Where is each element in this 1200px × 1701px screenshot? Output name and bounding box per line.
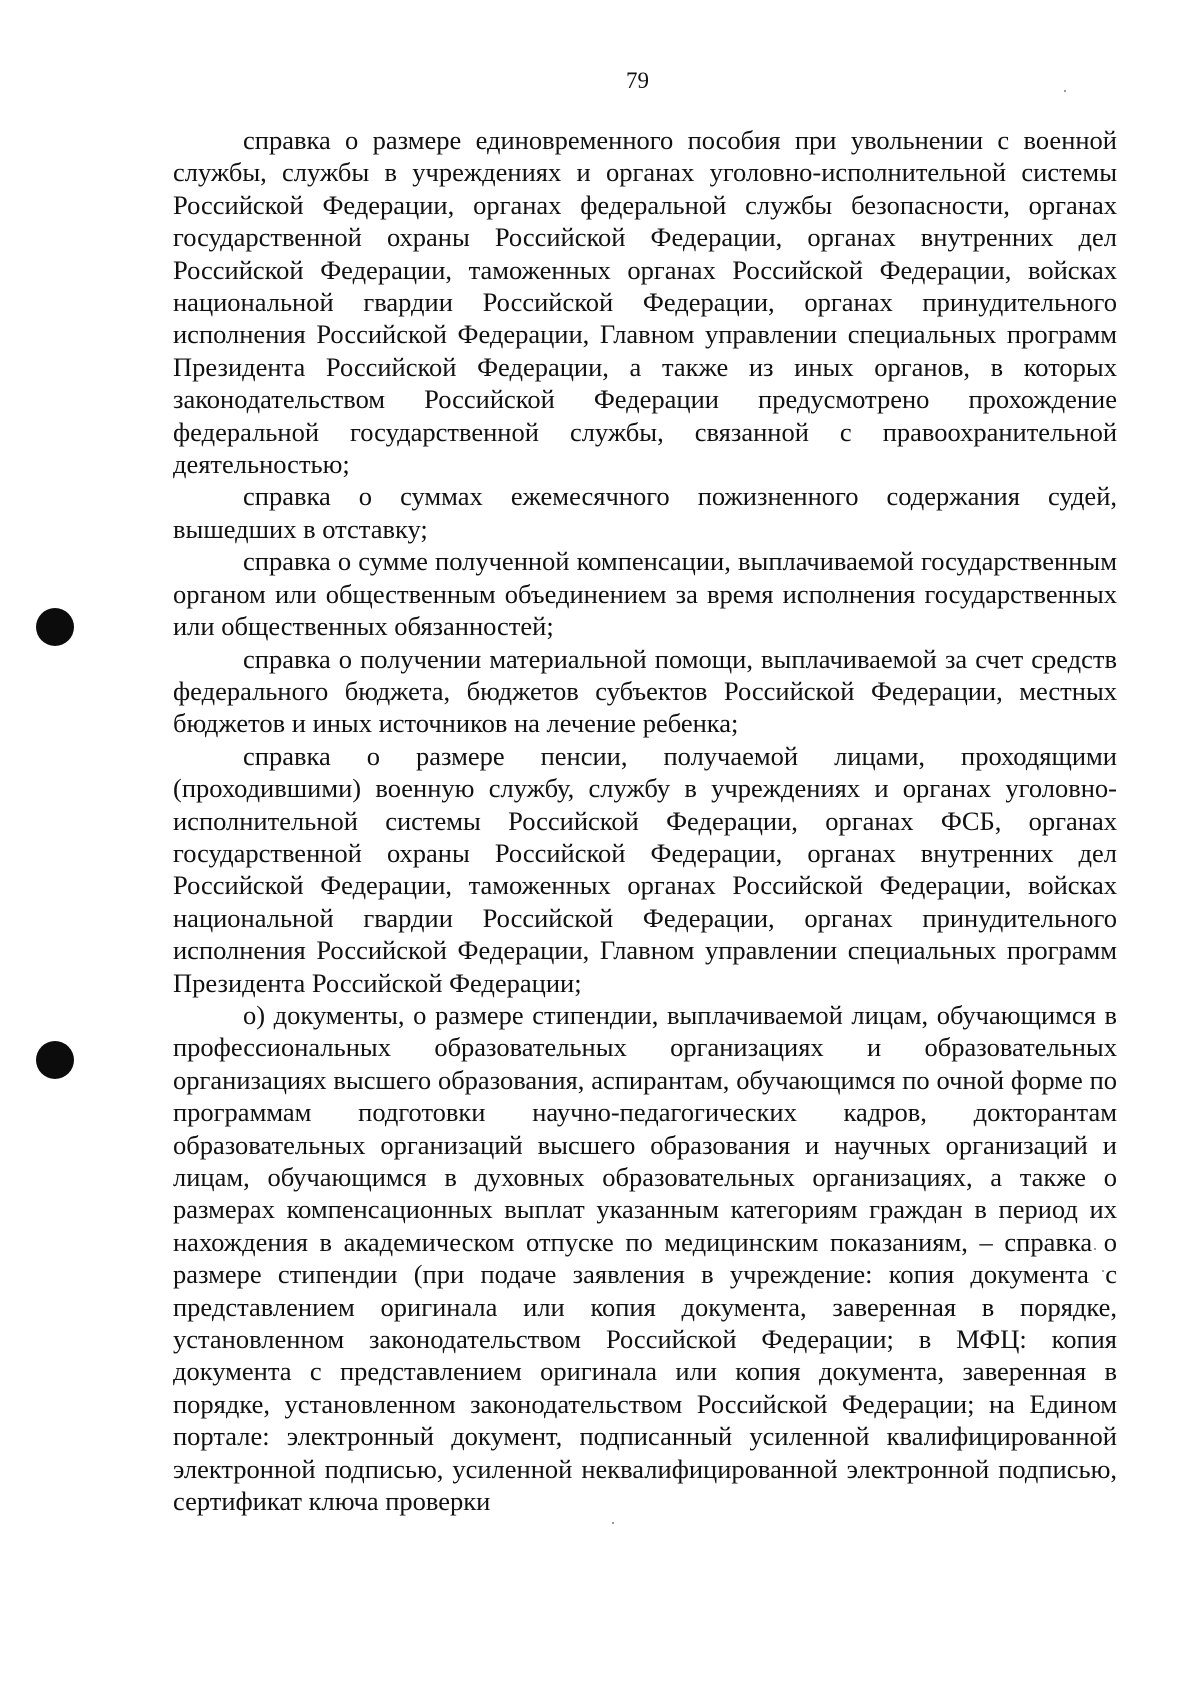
paragraph-pension-certificate: справка о размере пенсии, получаемой лицами, проходящими (проходившими) военную службу, службу в учреждениях и органах уголовно-исполнительной системы Российской Федерации, органах ФСБ, органах государственной охраны Российской Федерации, органах внутренних дел Российской Федерации, таможенных органах Российской Федерации, войсках национальной гвардии Российской Федерации, органах принудительного исполнения Российской Федерации, Главном управлении специальных программ Президента Российской Федерации; (173, 740, 1117, 998)
document-body (173, 124, 1117, 1517)
paragraph-compensation-certificate: справка о сумме полученной компенсации, выплачиваемой государственным органом или общественным объединением за время исполнения государственных или общественных обязанностей; (173, 546, 1117, 642)
paragraph-item-o-scholarship-documents: о) документы, о размере стипендии, выплачиваемой лицам, обучающимся в профессиональных образовательных организациях и образовательных организациях высшего образования, аспирантам, обучающимся по очной форме по программам подготовки научно-педагогических кадров, докторантам образовательных организаций высшего образования и научных организаций и лицам, обучающимся в духовных образовательных организациях, а также о размерах компенсационных выплат указанным категориям граждан в период их нахождения в академическом отпуске по медицинским показаниям, – справка о размере стипендии (при подаче заявления в учреждение: копия документа с представлением оригинала или копия документа, заверенная в порядке, установленном законодательством Российской Федерации; в МФЦ: копия документа с представлением оригинала или копия документа, заверенная в порядке, установленном законодательством Российской Федерации; на Едином портале: электронный документ, подписанный усиленной квалифицированной электронной подписью, усиленной неквалифицированной электронной подписью, сертификат ключа проверки (173, 999, 1117, 1517)
punch-hole-mark (36, 608, 74, 646)
paragraph-material-aid-certificate: справка о получении материальной помощи, выплачиваемой за счет средств федерального бюджета, бюджетов субъектов Российской Федерации, местных бюджетов и иных источников на лечение ребенка; (173, 643, 1117, 739)
scan-speck (612, 1522, 614, 1524)
paragraph-dismissal-allowance-certificate: справка о размере единовременного пособия при увольнении с военной службы, службы в учреждениях и органах уголовно-исполнительной системы Российской Федерации, органах федеральной службы безопасности, органах государственной охраны Российской Федерации, органах внутренних дел Российской Федерации, таможенных органах Российской Федерации, войсках национальной гвардии Российской Федерации, органах принудительного исполнения Российской Федерации, Главном управлении специальных программ Президента Российской Федерации, а также из иных органов, в которых законодательством Российской Федерации предусмотрено прохождение федеральной государственной службы, связанной с правоохранительной деятельностью; (173, 125, 1117, 480)
paragraph-judges-allowance-certificate: справка о суммах ежемесячного пожизненного содержания судей, вышедших в отставку; (173, 481, 1117, 544)
page-number: 79 (626, 68, 649, 93)
punch-hole-mark (36, 1041, 74, 1079)
